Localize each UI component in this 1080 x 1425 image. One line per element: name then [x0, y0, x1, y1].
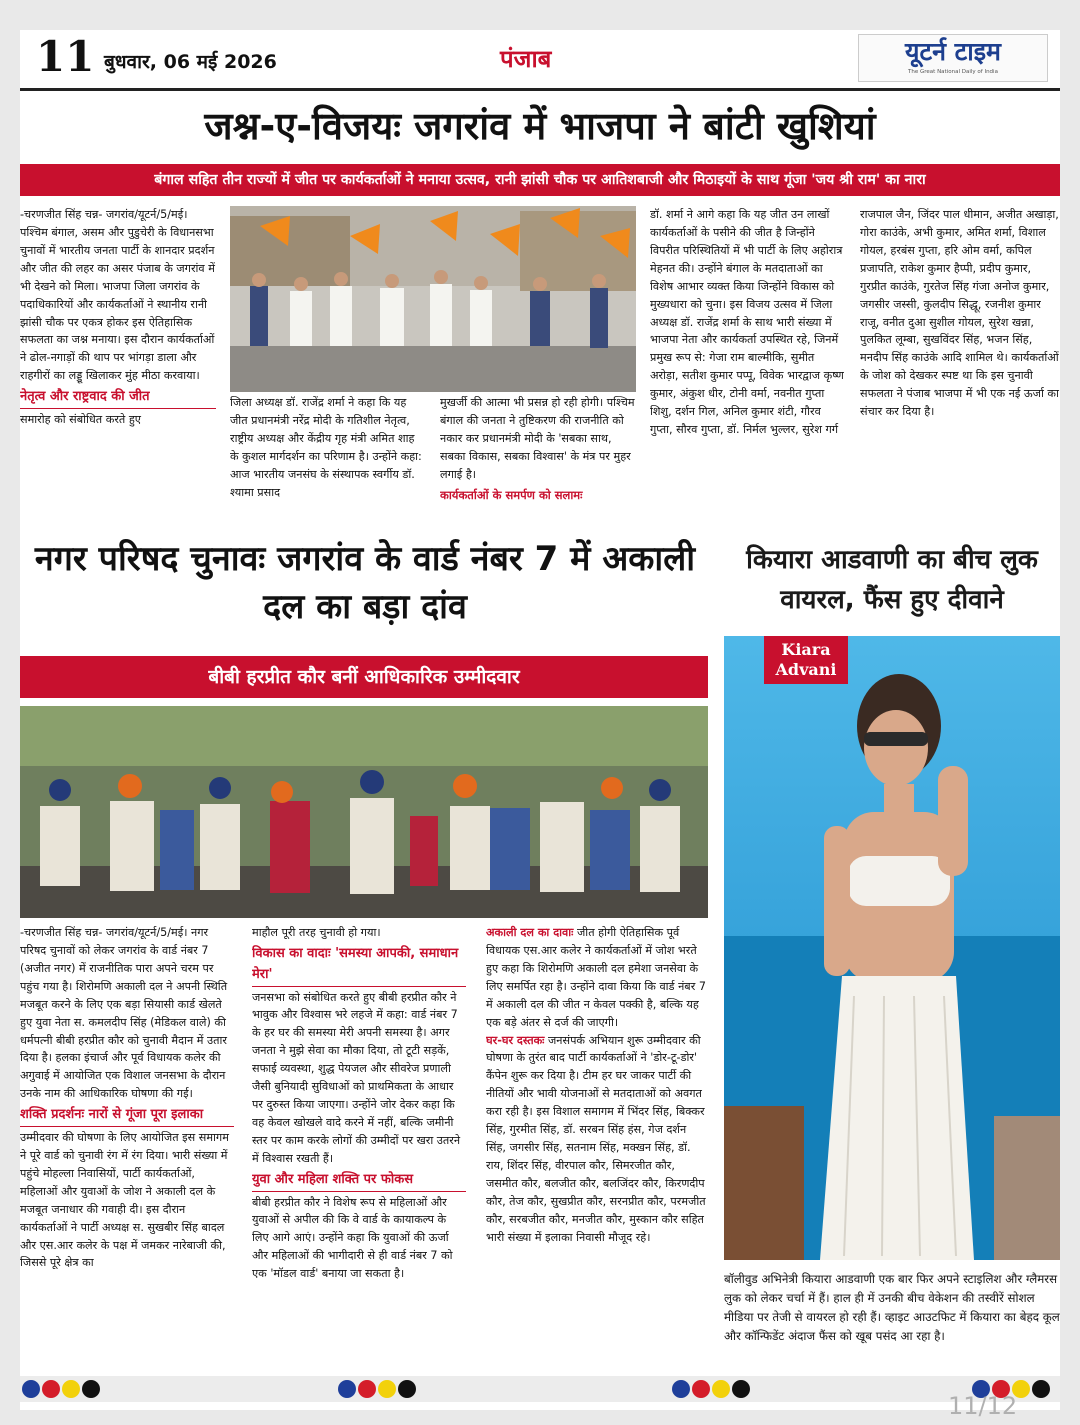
story2-col3-subhead-2: घर-घर दस्तकः: [486, 1033, 545, 1047]
akali-dal-gathering-photo: [20, 706, 708, 918]
registration-marks-center-left: [338, 1380, 428, 1400]
story2-col2-head: माहौल पूरी तरह चुनावी हो गया।: [252, 926, 381, 939]
story1-col3-subhead: कार्यकर्ताओं के समर्पण को सलामः: [440, 487, 583, 502]
story2-col1-text: -चरणजीत सिंह चन्न- जगरांव/यूटर्न/5/मई। नगर परिषद चुनावों को लेकर जगरांव के वार्ड नंबर 7 (अजीत नगर) में राजनीतिक पारा अपने चरम पर पहुंच गया है। शिरोमणि अकाली दल ने अपनी स्थिति मजबूत करने के लिए एक बड़ा सियासी कार्ड खेलते हुए युवा नेता स. कमलदीप सिंह (मेडिकल वाले) की धर्मपत्नी बीबी हरप्रीत कौर को चुनावी मैदान में उतार दिया है। हलका इंचार्ज और पूर्व विधायक कलेर की अगुवाई में आयोजित एक विशाल जनसभा के दौरान उनके नाम की आधिकारिक घोषणा की गई।: [20, 926, 228, 1101]
story2-column-2: [252, 924, 466, 1364]
story2-col2-text: जनसभा को संबोधित करते हुए बीबी हरप्रीत कौर ने भावुक और विश्वास भरे लहजे में कहा: वार्ड नंबर 7 के हर घर की समस्या मेरी अपनी समस्या है। अगर जनता ने मुझे सेवा का मौका दिया, तो टूटी सड़कें, सफाई व्यवस्था, शुद्ध पेयजल और सीवरेज प्रणाली जैसी बुनियादी सुविधाओं को प्राथमिकता के आधार पर दुरुस्त किया जाएगा। उन्होंने जोर देकर कहा कि वह केवल खोखले वादे करने में नहीं, बल्कि जमीनी स्तर पर काम करके लोगों की उम्मीदों पर खरा उतरने में विश्वास रखती हैं।: [252, 990, 461, 1165]
footer-band: [20, 1376, 1060, 1402]
story1-col1-tail: समारोह को संबोधित करते हुए: [20, 413, 141, 427]
story1-headline: जश्न-ए-विजयः जगरांव में भाजपा ने बांटी खुशियां: [204, 104, 876, 148]
story3-headline: कियारा आडवाणी का बीच लुक वायरल, फैंस हुए दीवाने: [746, 545, 1038, 616]
newspaper-page: [20, 30, 1060, 1410]
story1-column-4: डॉ. शर्मा ने आगे कहा कि यह जीत उन लाखों कार्यकर्ताओं के पसीने की जीत है जिन्होंने विपरीत परिस्थितियों में भी पार्टी के लिए अहोरात्र मेहनत की। उन्होंने बंगाल के मतदाताओं का विशेष आभार व्यक्त किया जिन्होंने विकास को मुख्यधारा को चुना। इस विजय उत्सव में जिला अध्यक्ष डॉ. राजेंद्र शर्मा के साथ भारी संख्या में भाजपा नेता और कार्यकर्ता उपस्थित रहे, जिनमें प्रमुख रूप से: गेजा राम बाल्मीकि, सुमीत अरोड़ा, सतीश कुमार पप्पू, विवेक भारद्वाज कृष्ण कुमार, अंकुश धीर, टोनी वर्मा, नवनीत गुप्ता शिशु, दर्शन गिल, अनिल कुमार शंटी, गौरव गुप्ता, सौरव गुप्ता, डॉ. निर्मल भुल्लर, सुरेश गर्ग: [650, 208, 844, 437]
story2-col3-subhead: अकाली दल का दावाः: [486, 926, 574, 939]
section-name: पंजाब: [500, 45, 552, 73]
registration-marks-left: [22, 1380, 112, 1400]
logo-text: यूटर्न टाइम: [905, 37, 1001, 66]
bjp-celebration-photo: [230, 206, 636, 392]
page-number: 11: [36, 32, 95, 81]
story2-headline: नगर परिषद चुनावः जगरांव के वार्ड नंबर 7 में अकाली दल का बड़ा दांव: [34, 539, 696, 627]
story1-col1-subhead: नेतृत्व और राष्ट्रवाद की जीत: [20, 387, 216, 409]
story1-photo: [230, 206, 636, 392]
masthead-logo: [858, 34, 1048, 82]
story2-col2-subhead: विकास का वादाः 'समस्या आपकी, समाधान मेरा': [252, 944, 466, 987]
issue-date: बुधवार, 06 मई 2026: [104, 51, 277, 73]
registration-marks-center-right: [672, 1380, 762, 1400]
story1-column-3: [440, 394, 636, 522]
story2-col2-tail: बीबी हरप्रीत कौर ने विशेष रूप से महिलाओं और युवाओं से अपील की कि वे वार्ड के कायाकल्प के लिए आगे आएं। उन्होंने कहा कि युवाओं की ऊर्जा और महिलाओं की भागीदारी से ही वार्ड नंबर 7 को एक 'मॉडल वार्ड' बनाया जा सकता है।: [252, 1195, 453, 1281]
photo-name-label: Kiara Advani: [764, 636, 848, 684]
story2-col2-subhead-2: युवा और महिला शक्ति पर फोकस: [252, 1170, 466, 1192]
story2-photo: [20, 706, 708, 918]
story1-col3-text: मुखर्जी की आत्मा भी प्रसन्न हो रही होगी। पश्चिम बंगाल की जनता ने तुष्टिकरण की राजनीति को नकार कर प्रधानमंत्री मोदी के 'सबका साथ, सबका विकास, सबका विश्वास' के मंत्र पर मुहर लगाई है।: [440, 396, 635, 481]
story2-subheadline: बीबी हरप्रीत कौर बनीं आधिकारिक उम्मीदवार: [20, 656, 708, 698]
story2-col3-tail: जनसंपर्क अभियान शुरू उम्मीदवार की घोषणा के तुरंत बाद पार्टी कार्यकर्ताओं ने 'डोर-टू-डोर' कैंपेन शुरू कर दिया है। टीम हर घर जाकर पार्टी की नीतियों और भावी योजनाओं से मतदाताओं को अवगत करा रही है। इस विशाल समागम में भिंदर सिंह, बिक्कर सिंह, गुरमीत सिंह, डॉ. सरबन सिंह हंस, गेज दर्शन सिंह, जगसीर सिंह, सतनाम सिंह, मक्खन सिंह, डॉ. राय, शिंदर सिंह, वीरपाल कौर, सिमरजीत कौर, जसमीत कौर, बलजीत कौर, बलजिंदर कौर, किरणदीप कौर, तेज कौर, सुखप्रीत कौर, सरनप्रीत कौर, परमजीत कौर, सरबजीत कौर, मनजीत कौर, मुस्कान कौर सहित भारी संख्या में इलाका निवासी मौजूद रहे।: [486, 1033, 706, 1244]
story2-column-1: [20, 924, 234, 1364]
story2-column-3: [486, 924, 708, 1364]
logo-tagline: The Great National Daily of India: [908, 69, 998, 75]
header-rule: [20, 88, 1060, 91]
story3-photo: [724, 636, 1060, 1260]
story1-column-2: जिला अध्यक्ष डॉ. राजेंद्र शर्मा ने कहा कि यह जीत प्रधानमंत्री नरेंद्र मोदी के गतिशील नेतृत्व, राष्ट्रीय अध्यक्ष और केंद्रीय गृह मंत्री अमित शाह के कुशल मार्गदर्शन का परिणाम है। उन्होंने कहा: आज भारतीय जनसंघ के संस्थापक स्वर्गीय डॉ. श्यामा प्रसाद: [230, 396, 422, 499]
story2-col1-subhead: शक्ति प्रदर्शनः नारों से गूंजा पूरा इलाका: [20, 1105, 234, 1127]
story1-col1-text: -चरणजीत सिंह चन्न- जगरांव/यूटर्न/5/मई। पश्चिम बंगाल, असम और पुडुचेरी के विधानसभा चुनावों में भारतीय जनता पार्टी के शानदार प्रदर्शन और जीत की लहर का असर पंजाब के जगरांव में भी देखने को मिला। भाजपा जिला जगरांव के पदाधिकारियों और कार्यकर्ताओं ने स्थानीय रानी झांसी चौक पर एकत्र होकर इस ऐतिहासिक सफलता का जश्न मनाया। इस दौरान कार्यकर्ताओं ने ढोल-नगाड़ों की थाप पर भांगड़ा डाला और राहगीरों का लड्डू खिलाकर मुंह मीठा करवाया।: [20, 208, 215, 383]
story1-column-1: [20, 206, 216, 522]
kiara-beach-photo: [724, 636, 1060, 1260]
story2-col1-tail: उम्मीदवार की घोषणा के लिए आयोजित इस समागम ने पूरे वार्ड को चुनावी रंग में रंग दिया। भारी संख्या में पहुंचे मोहल्ला निवासियों, पार्टी कार्यकर्ताओं, महिलाओं और युवाओं के जोश ने अकाली दल के मजबूत जनाधार की गवाही दी। इस दौरान कार्यकर्ताओं ने पार्टी अध्यक्ष स. सुखबीर सिंह बादल और एस.आर कलेर के पक्ष में जमकर नारेबाजी की, जिससे पूरे क्षेत्र का: [20, 1131, 229, 1270]
story1-subheadline: बंगाल सहित तीन राज्यों में जीत पर कार्यकर्ताओं ने मनाया उत्सव, रानी झांसी चौक पर आतिशबाजी और मिठाइयों के साथ गूंजा 'जय श्री राम' का नारा: [20, 164, 1060, 196]
page-indicator: 11/12: [948, 1392, 1018, 1420]
story3-body: बॉलीवुड अभिनेत्री कियारा आडवाणी एक बार फिर अपने स्टाइलिश और ग्लैमरस लुक को लेकर चर्चा में हैं। हाल ही में उनकी बीच वेकेशन की तस्वीरें सोशल मीडिया पर तेजी से वायरल हो रही हैं। व्हाइट आउटफिट में कियारा का बेहद कूल और कॉन्फिडेंट अंदाज फैंस को खूब पसंद आ रहा है।: [724, 1272, 1060, 1343]
story2-col3-text: जीत होगी ऐतिहासिक पूर्व विधायक एस.आर कलेर ने कार्यकर्ताओं में जोश भरते हुए कहा कि शिरोमणि अकाली दल हमेशा जनसेवा के लिए समर्पित रहा है। उन्होंने दावा किया कि वार्ड नंबर 7 में अकाली दल की जीत न केवल पक्की है, बल्कि यह एक बड़े अंतर से दर्ज की जाएगी।: [486, 926, 706, 1029]
story1-column-5: राजपाल जैन, जिंदर पाल धीमान, अजीत अखाड़ा, गोरा काउंके, अभी कुमार, अमित शर्मा, विशाल गोयल, हरबंस गुप्ता, हरि ओम वर्मा, कपिल प्रजापति, राकेश कुमार हैप्पी, प्रदीप कुमार, गुरप्रीत काउंके, गुरतेज सिंह गंजा अनोज कुमार, जगसीर जस्सी, कुलदीप सिद्धू, रजनीश कुमार राजू, वनीत दुआ सुशील गोयल, सुरेश खन्ना, पुलकित लूम्बा, सुखविंदर सिंह, भजन सिंह, मनदीप सिंह काउंके आदि शामिल थे। कार्यकर्ताओं के जोश को देखकर स्पष्ट था कि इस चुनावी सफलता ने पंजाब भाजपा में भी एक नई ऊर्जा का संचार कर दिया है।: [860, 208, 1059, 419]
